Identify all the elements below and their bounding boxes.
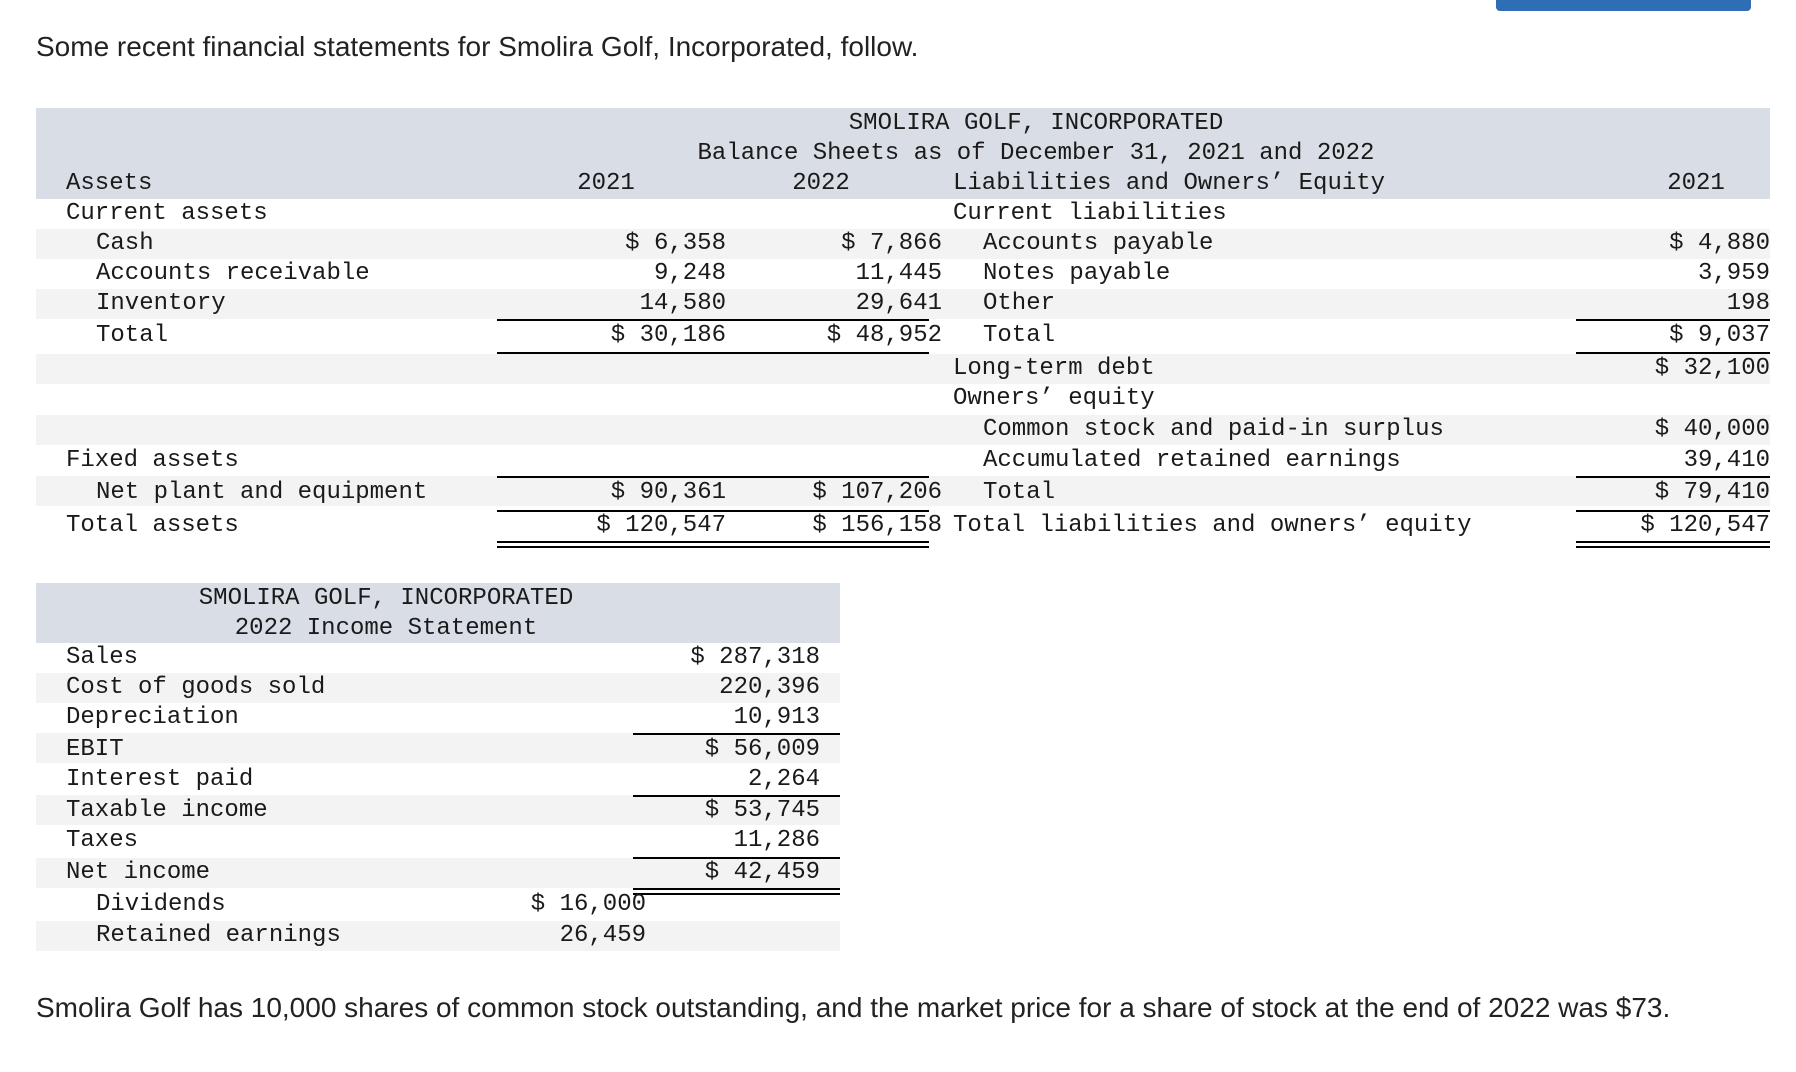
inventory-2022: 29,641 <box>855 290 942 317</box>
current-liabilities-total-2021: $ 9,037 <box>1669 322 1770 349</box>
current-assets-total-2022: $ 48,952 <box>826 322 942 349</box>
net-plant-2022: $ 107,206 <box>812 479 942 506</box>
common-stock-2021: $ 40,000 <box>1654 416 1770 443</box>
assets-year-2022: 2022 <box>792 170 850 197</box>
accounts-payable-2021: $ 4,880 <box>1669 230 1770 257</box>
depreciation-label: Depreciation <box>66 704 239 731</box>
sales-label: Sales <box>66 644 139 671</box>
cash-2021: $ 6,358 <box>625 230 726 257</box>
owners-equity-label: Owners’ equity <box>953 385 1155 412</box>
retained-earnings-bs-2021: 39,410 <box>1683 447 1770 474</box>
accounts-receivable-2022: 11,445 <box>855 260 942 287</box>
ebit-label: EBIT <box>66 736 124 763</box>
current-liabilities-label: Current liabilities <box>953 200 1227 227</box>
total-assets-2021: $ 120,547 <box>596 512 726 539</box>
retained-earnings-is-value: 26,459 <box>559 922 646 949</box>
total-liabilities-equity-2021: $ 120,547 <box>1640 512 1770 539</box>
depreciation-value: 10,913 <box>733 704 820 731</box>
current-assets-label: Current assets <box>66 200 268 227</box>
notes-payable-label: Notes payable <box>983 260 1171 287</box>
accounts-payable-label: Accounts payable <box>983 230 1214 257</box>
current-liabilities-total-label: Total <box>983 322 1056 349</box>
liabilities-year-2021: 2021 <box>1667 170 1725 197</box>
total-assets-2022: $ 156,158 <box>812 512 942 539</box>
income-statement-subtitle: 2022 Income Statement <box>234 615 538 642</box>
balance-sheet-title: SMOLIRA GOLF, INCORPORATED <box>848 110 1224 137</box>
ebit-value: $ 56,009 <box>704 736 820 763</box>
taxable-income-value: $ 53,745 <box>704 797 820 824</box>
net-plant-2021: $ 90,361 <box>610 479 726 506</box>
dividends-value: $ 16,000 <box>530 891 646 918</box>
taxable-income-label: Taxable income <box>66 797 268 824</box>
inventory-label: Inventory <box>96 290 226 317</box>
income-statement <box>36 583 840 953</box>
net-plant-label: Net plant and equipment <box>96 479 428 506</box>
taxes-label: Taxes <box>66 827 139 854</box>
interest-paid-label: Interest paid <box>66 766 254 793</box>
accounts-receivable-2021: 9,248 <box>653 260 726 287</box>
dividends-label: Dividends <box>96 891 226 918</box>
balance-sheet-subtitle: Balance Sheets as of December 31, 2021 and 2022 <box>697 140 1375 167</box>
other-liabilities-2021: 198 <box>1726 290 1770 317</box>
net-income-label: Net income <box>66 859 211 886</box>
common-stock-label: Common stock and paid-in surplus <box>983 416 1444 443</box>
owners-equity-total-2021: $ 79,410 <box>1654 479 1770 506</box>
intro-text: Some recent financial statements for Smolira Golf, Incorporated, follow. <box>36 31 919 62</box>
retained-earnings-is-label: Retained earnings <box>96 922 341 949</box>
income-statement-title: SMOLIRA GOLF, INCORPORATED <box>198 585 574 612</box>
assets-year-2021: 2021 <box>577 170 635 197</box>
sales-value: $ 287,318 <box>690 644 820 671</box>
inventory-2021: 14,580 <box>639 290 726 317</box>
current-assets-total-label: Total <box>96 322 169 349</box>
taxes-value: 11,286 <box>733 827 820 854</box>
cogs-label: Cost of goods sold <box>66 674 326 701</box>
interest-paid-value: 2,264 <box>747 766 820 793</box>
assets-header: Assets <box>66 170 153 197</box>
fixed-assets-label: Fixed assets <box>66 447 239 474</box>
cash-2022: $ 7,866 <box>841 230 942 257</box>
cash-label: Cash <box>96 230 154 257</box>
net-income-value: $ 42,459 <box>704 859 820 886</box>
top-action-button[interactable] <box>1496 0 1751 11</box>
current-assets-total-2021: $ 30,186 <box>610 322 726 349</box>
long-term-debt-2021: $ 32,100 <box>1654 355 1770 382</box>
other-liabilities-label: Other <box>983 290 1056 317</box>
long-term-debt-label: Long-term debt <box>953 355 1155 382</box>
retained-earnings-bs-label: Accumulated retained earnings <box>983 447 1401 474</box>
notes-payable-2021: 3,959 <box>1697 260 1770 287</box>
closing-text: Smolira Golf has 10,000 shares of common stock outstanding, and the market price for a share of stock at the end of 2022 was $73. <box>36 992 1671 1023</box>
total-assets-label: Total assets <box>66 512 239 539</box>
owners-equity-total-label: Total <box>983 479 1056 506</box>
balance-sheet <box>36 108 1770 548</box>
liabilities-header: Liabilities and Owners’ Equity <box>953 170 1386 197</box>
accounts-receivable-label: Accounts receivable <box>96 260 370 287</box>
total-liabilities-equity-label: Total liabilities and owners’ equity <box>953 512 1472 539</box>
cogs-value: 220,396 <box>719 674 820 701</box>
